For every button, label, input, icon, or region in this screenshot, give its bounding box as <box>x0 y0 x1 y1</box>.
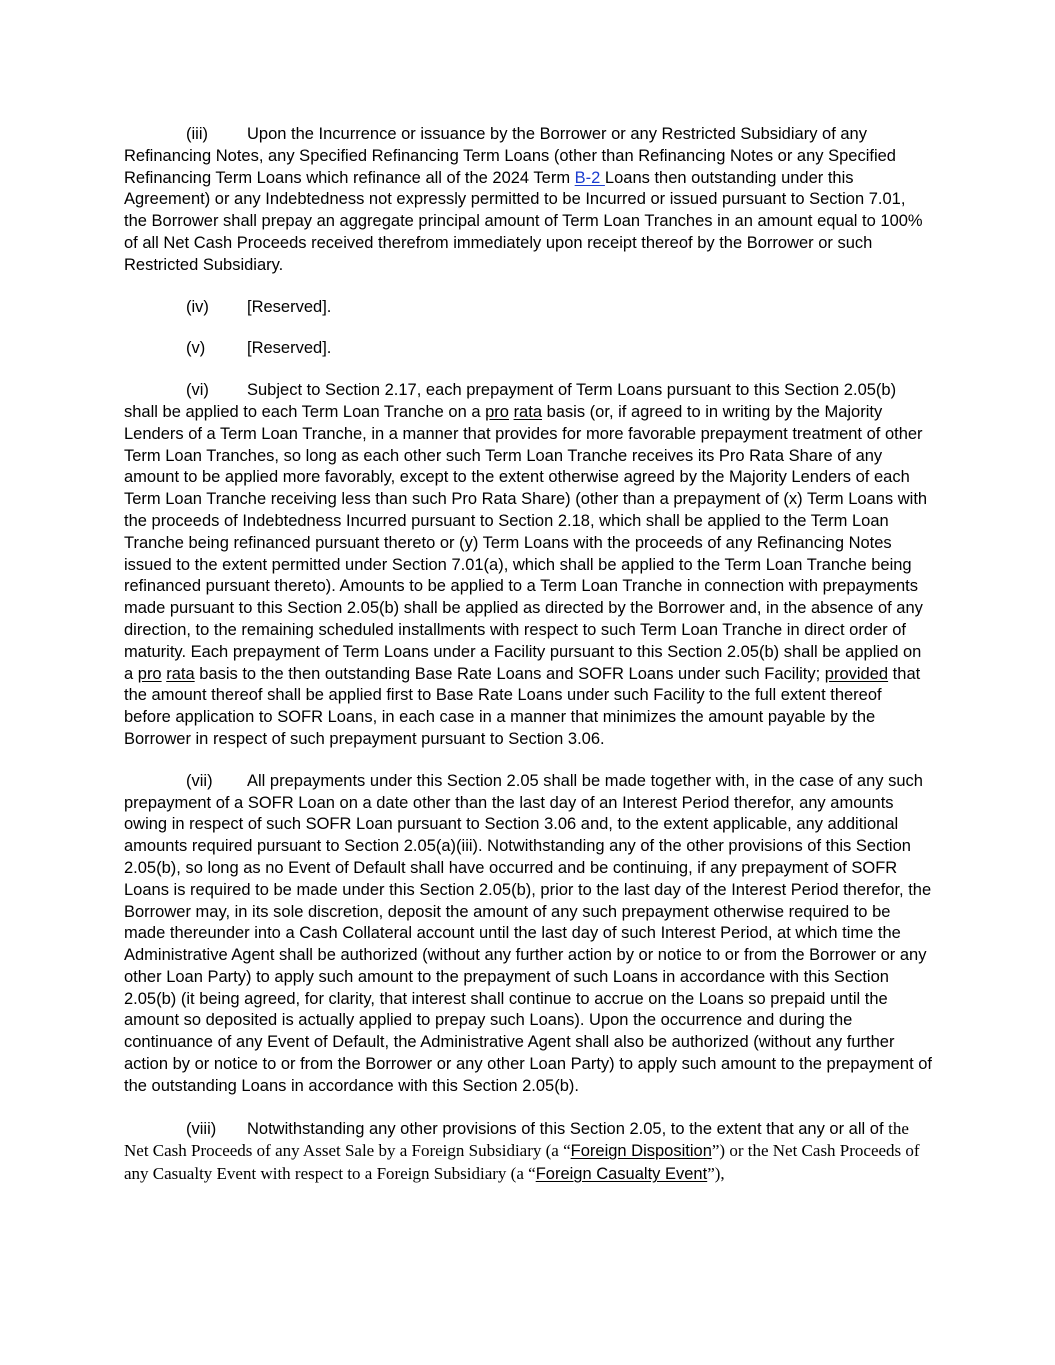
underlined-term: provided <box>824 664 889 683</box>
paragraph-text: All prepayments under this Section 2.05 shall be made together with, in the case of any such prepayment of a SOFR Loan on a date other than the last day of an Interest Period therefor, any amounts owing in respect of such SOFR Loan pursuant to Section 3.06 and, to the extent applicable, any additional amounts required pursuant to Section 2.05(a)(iii). Notwithstanding any of the other provisions of this Section 2.05(b), so long as no Event of Default shall have occurred and be continuing, if any prepayment of SOFR Loans is required to be made under this Section 2.05(b), prior to the last day of the Interest Period therefor, the Borrower may, in its sole discretion, deposit the amount of any such prepayment otherwise required to be made thereunder into a Cash Collateral account until the last day of such Interest Period, at which time the Administrative Agent shall be authorized (without any further action by or notice to or from the Borrower or any other Loan Party) to apply such amount to the prepayment of such Loans in accordance with this Section 2.05(b) (it being agreed, for clarity, that interest shall continue to accrue on the Loans so prepaid until the amount so deposited is actually applied to prepay such Loans). Upon the occurrence and during the continuance of any Event of Default, the Administrative Agent shall also be authorized (without any further action by or notice to or from the Borrower or any other Loan Party) to apply such amount to the prepayment of the outstanding Loans in accordance with this Section 2.05(b). <box>124 771 933 1095</box>
b-2-link[interactable]: B-2 <box>574 168 605 187</box>
paragraph-number: (v) <box>186 339 206 358</box>
paragraph-v <box>124 338 932 360</box>
paragraph-text: basis to the then outstanding Base Rate Loans and SOFR Loans under such Facility; <box>194 664 825 683</box>
underlined-term: rata <box>513 402 542 421</box>
paragraph-iv <box>124 297 932 319</box>
paragraph-number: (iii) <box>186 125 208 143</box>
paragraph-text: Loans then outstanding under this Agreement) or any Indebtedness not expressly permitted to be Incurred or issued pursuant to Section 7.01, the Borrower shall prepay an aggregate principal amount of Term Loan Tranches in an amount equal to 100% of all Net Cash Proceeds received therefrom immediately upon receipt thereof by the Borrower or such Restricted Subsidiary. <box>124 168 923 274</box>
paragraph-text: ”), <box>707 1164 725 1184</box>
paragraph-iii <box>124 124 932 277</box>
paragraph-number: (vii) <box>186 771 213 790</box>
paragraph-text: basis (or, if agreed to in writing by the Majority Lenders of a Term Loan Tranche, in a manner that provides for more favorable prepayment treatment of other Term Loan Tranches, so long as each other such Term Loan Tranche receives its Pro Rata Share of any amount to be applied more favorably, except to the extent otherwise agreed by the Majority Lenders of each Term Loan Tranche receiving less than such Pro Rata Share) (other than a prepayment of (x) Term Loans with the proceeds of Indebtedness Incurred pursuant to Section 2.18, which shall be applied to the Term Loan Tranche being refinanced pursuant thereto or (y) Term Loans with the proceeds of any Refinancing Notes issued to the extent permitted under Section 7.01(a), which shall be applied to the Term Loan Tranche being refinanced pursuant thereto). Amounts to be applied to a Term Loan Tranche in connection with prepayments made pursuant to this Section 2.05(b) shall be applied as directed by the Borrower and, in the absence of any direction, to the remaining scheduled installments with respect to such Term Loan Tranche in direct order of maturity. Each prepayment of Term Loans under a Facility pursuant to this Section 2.05(b) shall be applied on a <box>124 402 928 683</box>
paragraph-text: Notwithstanding any other provisions of this Section 2.05, to the extent that any or all of <box>247 1119 889 1138</box>
underlined-term: pro <box>137 664 162 683</box>
defined-term: Foreign Casualty Event <box>535 1165 708 1184</box>
paragraph-number: (iv) <box>186 297 209 316</box>
document-body <box>124 124 932 1186</box>
paragraph-text: that the amount thereof shall be applied first to Base Rate Loans under such Facility to the full extent thereof before application to SOFR Loans, in each case in a manner that minimizes the amount payable by the Borrower in respect of such prepayment pursuant to Section 3.06. <box>124 664 921 748</box>
paragraph-text: Upon the Incurrence or issuance by the Borrower or any Restricted Subsidiary of any Refinancing Notes, any Specified Refinancing Term Loans (other than Refinancing Notes or any Specified Refinancing Term Loans which refinance all of the 2024 Term <box>124 125 896 187</box>
paragraph-text: [Reserved]. <box>247 339 332 358</box>
paragraph-text: the Net Cash Proceeds of any Asset Sale by a Foreign Subsidiary (a “ <box>124 1118 909 1161</box>
paragraph-vi <box>124 380 932 751</box>
paragraph-viii <box>124 1118 932 1186</box>
paragraph-number: (viii) <box>186 1119 217 1138</box>
paragraph-vii <box>124 771 932 1098</box>
paragraph-text: Subject to Section 2.17, each prepayment of Term Loans pursuant to this Section 2.05(b) shall be applied to each Term Loan Tranche on a <box>124 381 897 421</box>
underlined-term: rata <box>166 664 195 683</box>
paragraph-text: ”) or the Net Cash Proceeds of any Casualty Event with respect to a Foreign Subsidiary (a “ <box>124 1141 920 1184</box>
paragraph-number: (vi) <box>186 381 209 400</box>
paragraph-text: [Reserved]. <box>247 297 332 316</box>
underlined-term: pro <box>485 402 509 421</box>
defined-term: Foreign Disposition <box>570 1142 712 1161</box>
